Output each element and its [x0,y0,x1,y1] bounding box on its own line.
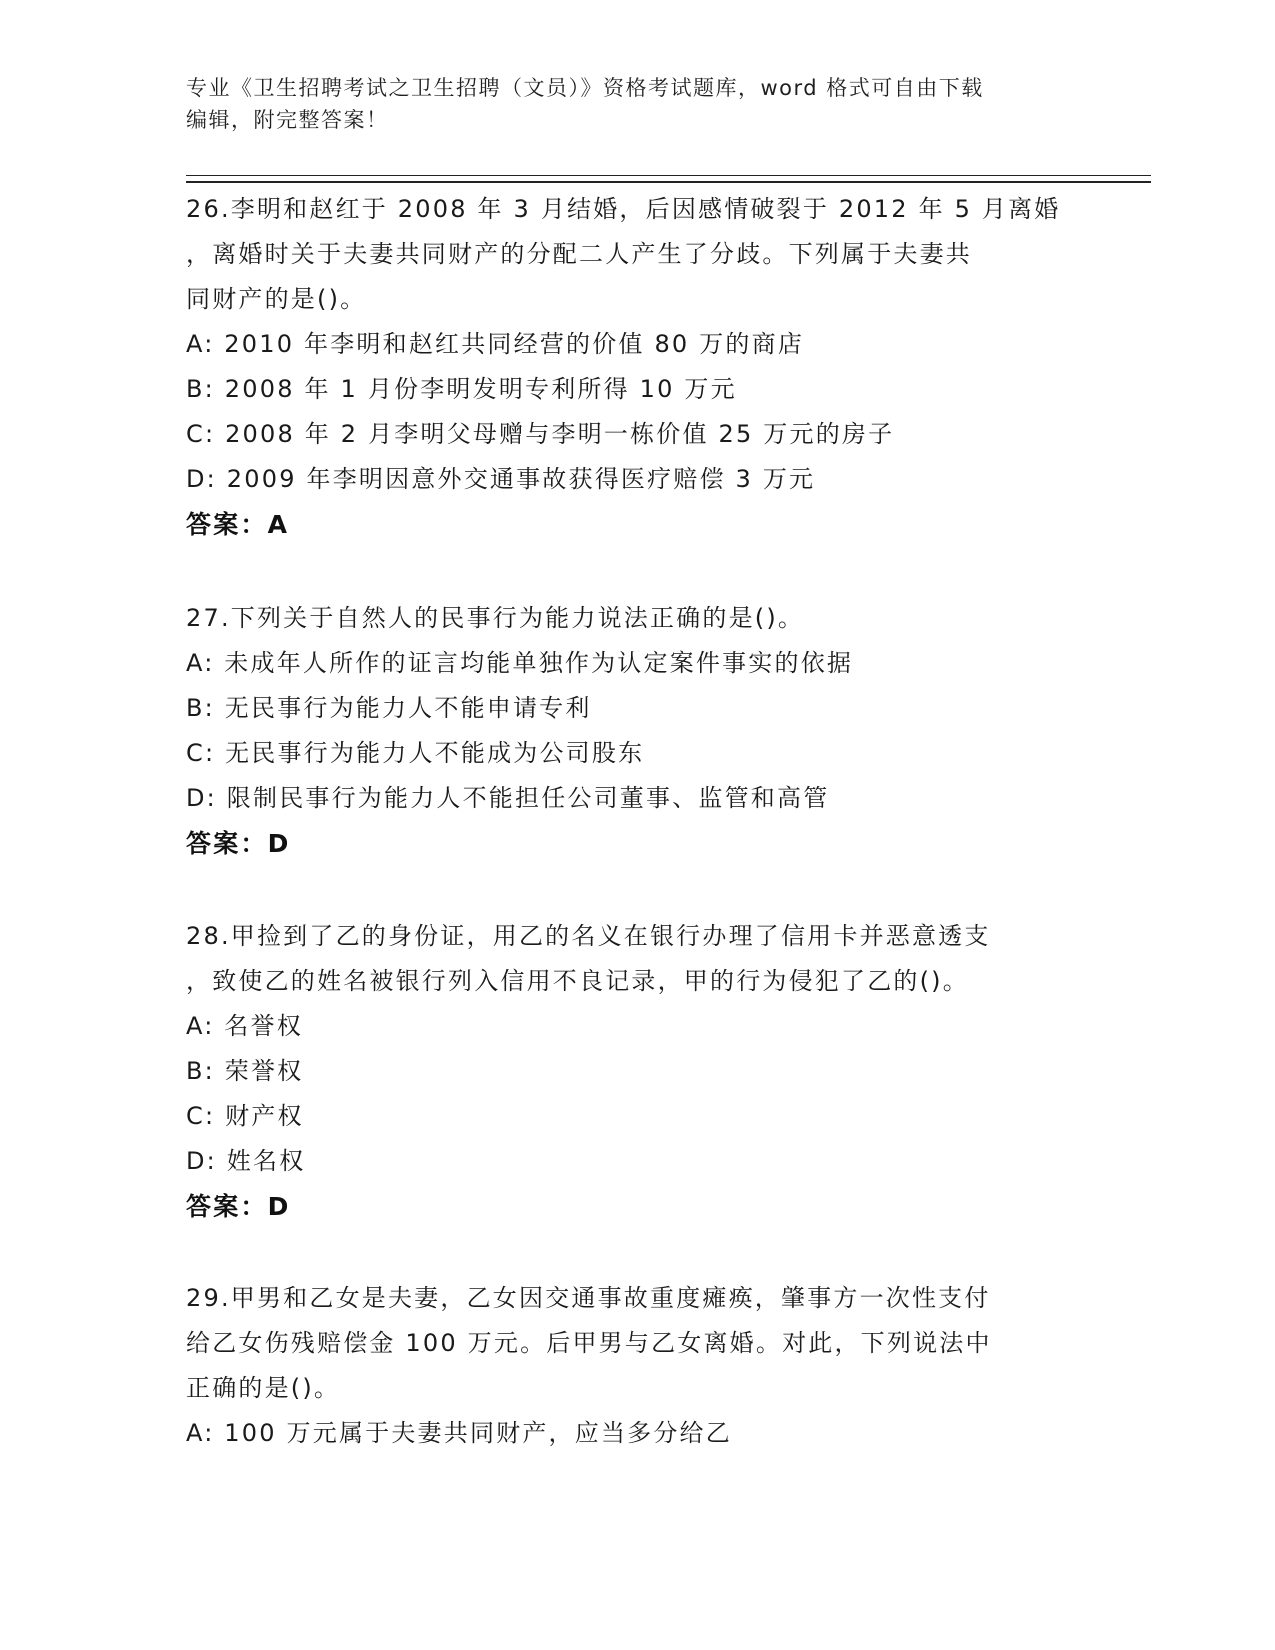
question-stem-line: 26.李明和赵红于 2008 年 3 月结婚，后因感情破裂于 2012 年 5 月离婚 [186,195,1061,223]
question-stem-line: 28.甲捡到了乙的身份证，用乙的名义在银行办理了信用卡并恶意透支 [186,922,991,950]
option-a: A: 2010 年李明和赵红共同经营的价值 80 万的商店 [186,330,805,358]
answer-label: 答案：D [186,829,291,858]
document-header [186,72,1066,136]
answer-label: 答案：A [186,510,290,539]
question-stem-line: 同财产的是()。 [186,285,367,313]
option-b: B: 荣誉权 [186,1057,304,1085]
header-line-1: 专业《卫生招聘考试之卫生招聘（文员）》资格考试题库，word 格式可自由下载 [186,76,984,100]
question-stem-line: 29.甲男和乙女是夫妻，乙女因交通事故重度瘫痪，肇事方一次性支付 [186,1284,991,1312]
option-b: B: 2008 年 1 月份李明发明专利所得 10 万元 [186,375,737,403]
option-d: D: 姓名权 [186,1147,306,1175]
header-line-2: 编辑，附完整答案！ [186,108,389,132]
question-29 [186,1276,1066,1456]
question-stem-line: 正确的是()。 [186,1374,341,1402]
question-26 [186,187,1066,547]
answer-label: 答案：D [186,1192,291,1221]
question-stem-line: ，离婚时关于夫妻共同财产的分配二人产生了分歧。下列属于夫妻共 [186,240,972,268]
option-a: A: 名誉权 [186,1012,303,1040]
option-d: D: 限制民事行为能力人不能担任公司董事、监管和高管 [186,784,830,812]
option-c: C: 财产权 [186,1102,304,1130]
option-c: C: 无民事行为能力人不能成为公司股东 [186,739,645,767]
option-a: A: 未成年人所作的证言均能单独作为认定案件事实的依据 [186,649,854,677]
option-d: D: 2009 年李明因意外交通事故获得医疗赔偿 3 万元 [186,465,816,493]
question-stem-line: 27.下列关于自然人的民事行为能力说法正确的是()。 [186,604,805,632]
header-rule-thick [186,181,1151,183]
question-stem-line: ，致使乙的姓名被银行列入信用不良记录，甲的行为侵犯了乙的()。 [186,967,969,995]
question-stem-line: 给乙女伤残赔偿金 100 万元。后甲男与乙女离婚。对此，下列说法中 [186,1329,992,1357]
option-a: A: 100 万元属于夫妻共同财产，应当多分给乙 [186,1419,732,1447]
option-b: B: 无民事行为能力人不能申请专利 [186,694,592,722]
option-c: C: 2008 年 2 月李明父母赠与李明一栋价值 25 万元的房子 [186,420,895,448]
question-27 [186,596,1066,866]
header-rule-thin [186,175,1151,176]
question-28 [186,914,1066,1229]
